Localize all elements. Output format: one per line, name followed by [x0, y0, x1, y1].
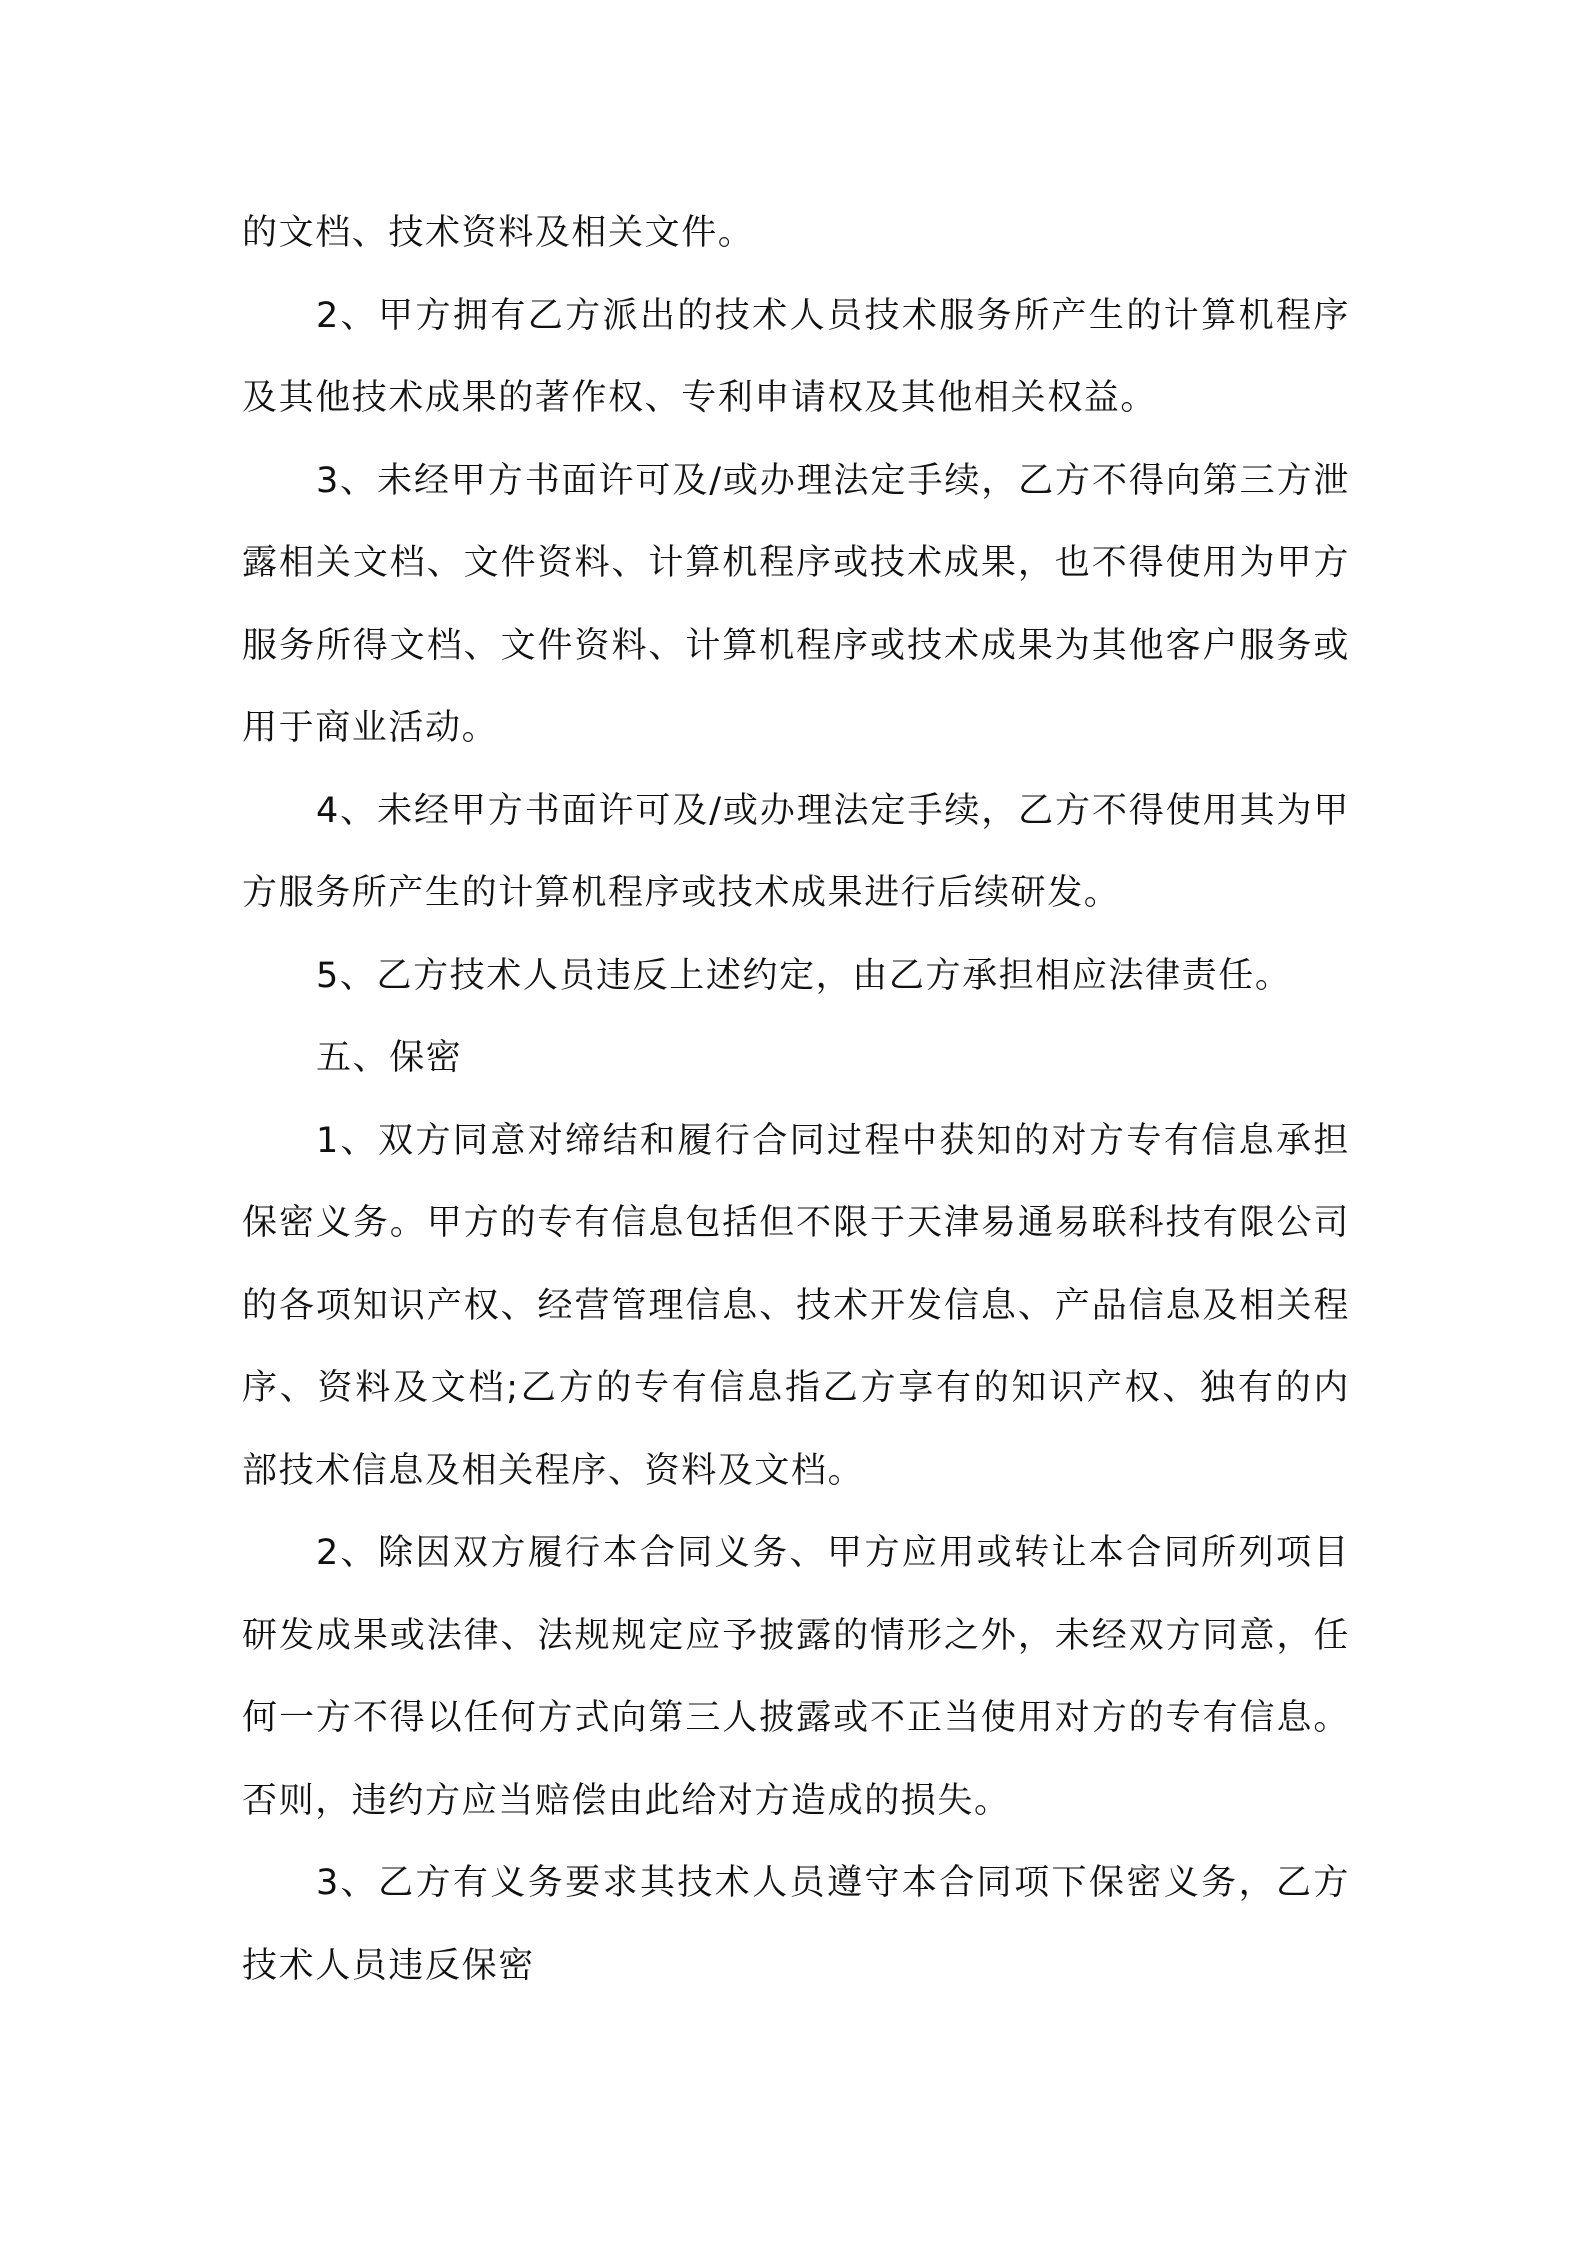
paragraph-continuation: 的文档、技术资料及相关文件。 [242, 213, 755, 253]
paragraph-staff-obligation: 3、乙方有义务要求其技术人员遵守本合同项下保密义务，乙方技术人员违反保密 [242, 1863, 1350, 1986]
paragraph-liability: 5、乙方技术人员违反上述约定，由乙方承担相应法律责任。 [316, 955, 1292, 996]
paragraph-confidentiality-obligation: 1、双方同意对缔结和履行合同过程中获知的对方专有信息承担保密义务。甲方的专有信息包括但不限于天津易通易联科技有限公司的各项知识产权、经营管理信息、技术开发信息、产品信息及相关程序、资料及文档;乙方的专有信息指乙方享有的知识产权、独有的内部技术信息及相关程序、资料及文档。 [242, 1120, 1350, 1491]
document-page [242, 192, 1350, 2007]
paragraph-ip-ownership: 2、甲方拥有乙方派出的技术人员技术服务所产生的计算机程序及其他技术成果的著作权、专利申请权及其他相关权益。 [242, 295, 1350, 418]
paragraph-nondisclosure: 2、除因双方履行本合同义务、甲方应用或转让本合同所列项目研发成果或法律、法规规定应予披露的情形之外，未经双方同意，任何一方不得以任何方式向第三人披露或不正当使用对方的专有信息。否则，违约方应当赔偿由此给对方造成的损失。 [242, 1533, 1350, 1821]
paragraph-followup-development: 4、未经甲方书面许可及/或办理法定手续，乙方不得使用其为甲方服务所产生的计算机程序或技术成果进行后续研发。 [242, 790, 1350, 913]
paragraph-disclosure-restriction: 3、未经甲方书面许可及/或办理法定手续，乙方不得向第三方泄露相关文档、文件资料、计算机程序或技术成果，也不得使用为甲方服务所得文档、文件资料、计算机程序或技术成果为其他客户服务或用于商业活动。 [242, 460, 1350, 748]
section-heading-confidentiality: 五、保密 [316, 1038, 463, 1078]
